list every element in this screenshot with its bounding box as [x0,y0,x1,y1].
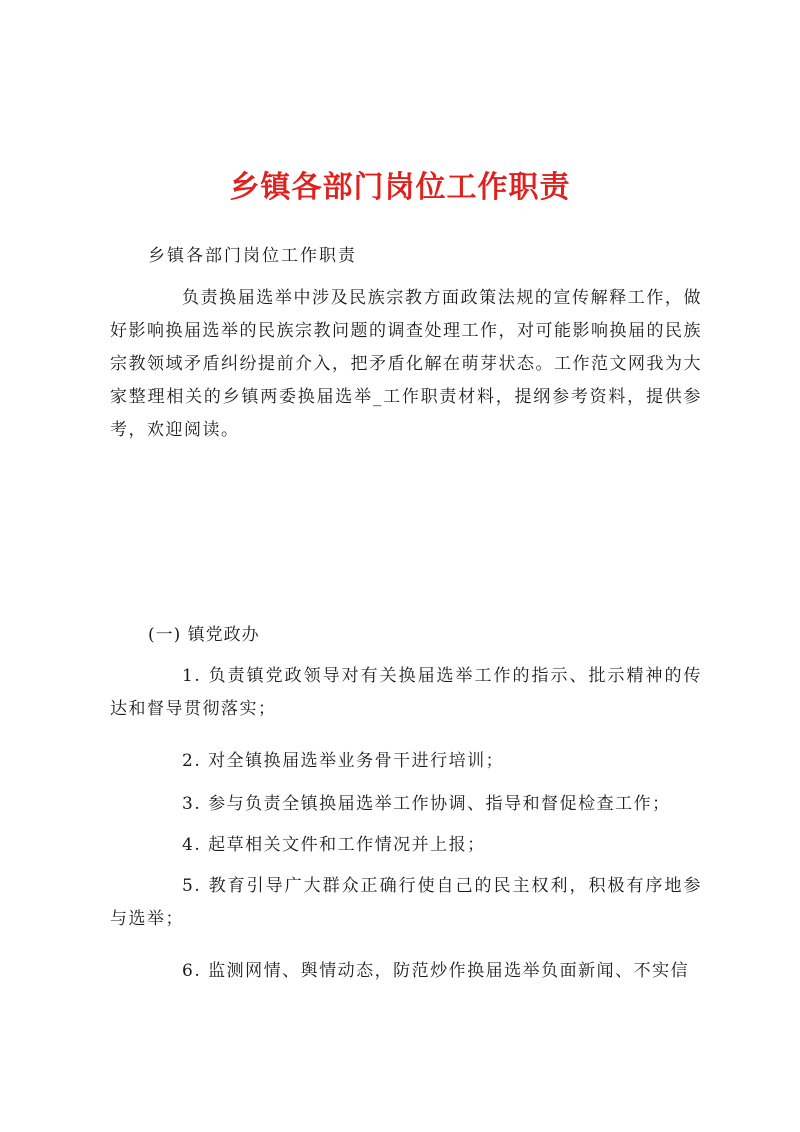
section-heading: (一) 镇党政办 [148,625,260,645]
document-subtitle: 乡镇各部门岗位工作职责 [148,246,357,266]
list-item-6: 6. 监测网情、舆情动态，防范炒作换届选举负面新闻、不实信 [182,961,690,981]
document-title: 乡镇各部门岗位工作职责 [229,170,571,205]
list-item-2: 2. 对全镇换届选举业务骨干进行培训； [182,751,505,771]
list-item-3: 3. 参与负责全镇换届选举工作协调、指导和督促检查工作； [182,794,671,814]
list-item-4: 4. 起草相关文件和工作情况并上报； [182,835,486,855]
intro-paragraph: 负责换届选举中涉及民族宗教方面政策法规的宣传解释工作，做好影响换届选举的民族宗教问题的调查处理工作，对可能影响换届的民族宗教领域矛盾纠纷提前介入，把矛盾化解在萌芽状态。工作范文网我为大家整理相关的乡镇两委换届选举_工作职责材料，提纲参考资料，提供参考，欢迎阅读。 [110,288,702,440]
list-item-1: 1. 负责镇党政领导对有关换届选举工作的指示、批示精神的传达和督导贯彻落实； [110,666,702,719]
list-item-5: 5. 教育引导广大群众正确行使自己的民主权利，积极有序地参与选举； [110,876,702,929]
